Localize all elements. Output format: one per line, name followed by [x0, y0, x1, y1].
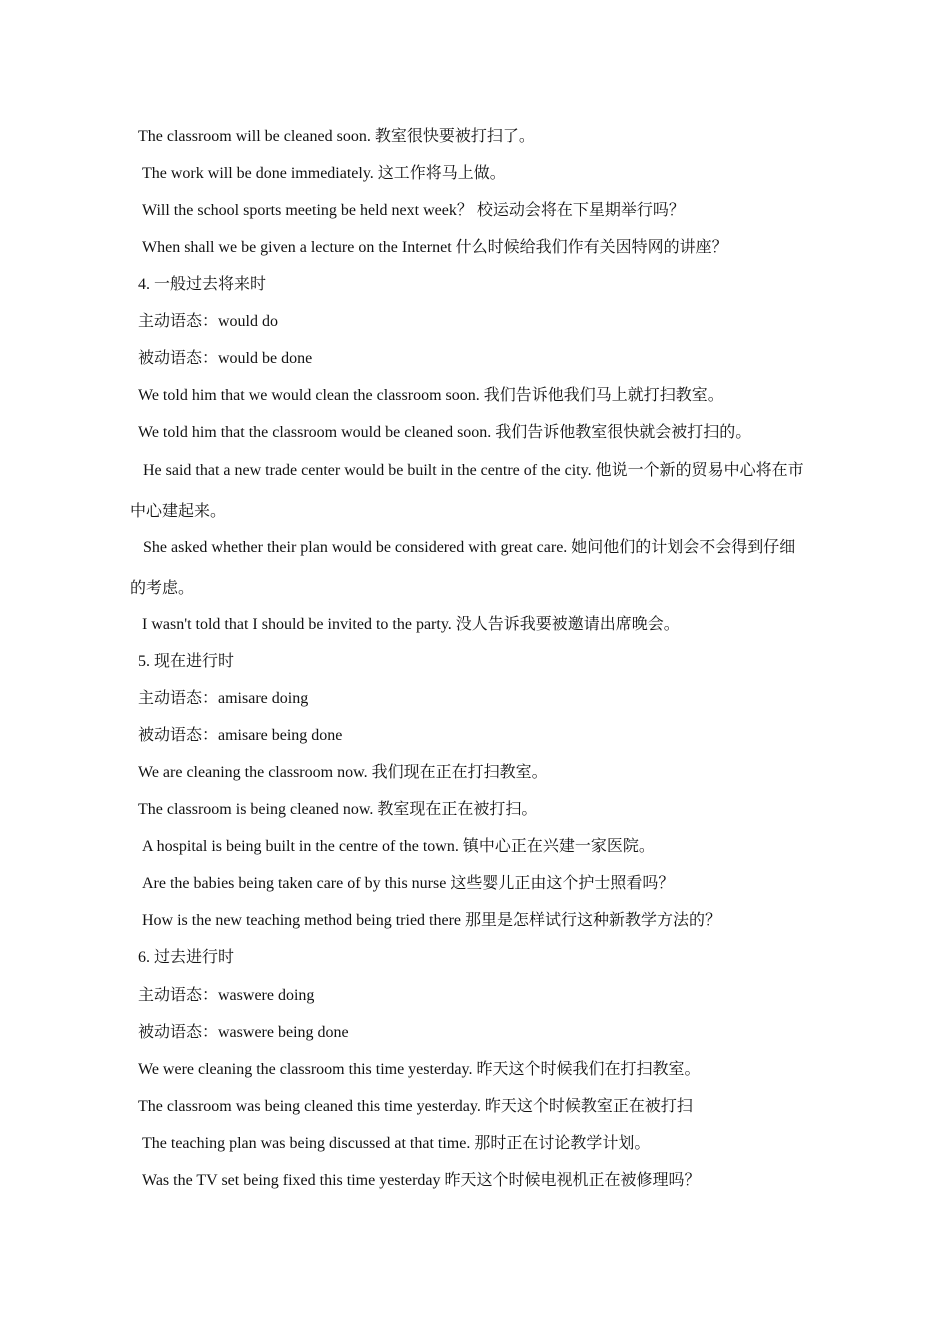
example-sentence: Will the school sports meeting be held next week？ 校运动会将在下星期举行吗？	[142, 202, 685, 219]
active-voice-form: 主动语态：amisare doing	[138, 690, 309, 707]
passive-voice-form: 被动语态：waswere being done	[138, 1024, 349, 1041]
example-sentence: A hospital is being built in the centre of the town. 镇中心正在兴建一家医院。	[142, 838, 655, 855]
example-sentence: I wasn't told that I should be invited to the party. 没人告诉我要被邀请出席晚会。	[142, 616, 680, 633]
example-sentence: How is the new teaching method being tried there 那里是怎样试行这种新教学方法的？	[142, 912, 722, 929]
active-voice-form: 主动语态：would do	[138, 313, 279, 330]
example-sentence: We told him that the classroom would be cleaned soon. 我们告诉他教室很快就会被打扫的。	[138, 424, 752, 441]
example-sentence: The teaching plan was being discussed at that time. 那时正在讨论教学计划。	[142, 1135, 651, 1152]
example-sentence: He said that a new trade center would be built in the centre of the city. 他说一个新的贸易中心将在市中心建起来。	[130, 462, 804, 520]
section-heading: 5. 现在进行时	[138, 653, 235, 670]
active-voice-form: 主动语态：waswere doing	[138, 987, 315, 1004]
example-sentence: We were cleaning the classroom this time yesterday. 昨天这个时候我们在打扫教室。	[138, 1061, 701, 1078]
section-heading: 4. 一般过去将来时	[138, 276, 267, 293]
passive-voice-form: 被动语态：would be done	[138, 350, 313, 367]
example-sentence: We told him that we would clean the classroom soon. 我们告诉他我们马上就打扫教室。	[138, 387, 724, 404]
example-sentence: The classroom will be cleaned soon. 教室很快要被打扫了。	[138, 128, 535, 145]
example-sentence: The classroom was being cleaned this time yesterday. 昨天这个时候教室正在被打扫	[138, 1098, 693, 1115]
example-sentence: When shall we be given a lecture on the Internet 什么时候给我们作有关因特网的讲座？	[142, 239, 728, 256]
example-sentence: Are the babies being taken care of by this nurse 这些婴儿正由这个护士照看吗？	[142, 875, 675, 892]
example-sentence: We are cleaning the classroom now. 我们现在正在打扫教室。	[138, 764, 548, 781]
example-sentence: Was the TV set being fixed this time yesterday 昨天这个时候电视机正在被修理吗？	[142, 1172, 701, 1189]
example-sentence: She asked whether their plan would be considered with great care. 她问他们的计划会不会得到仔细的考虑。	[130, 539, 796, 597]
passive-voice-form: 被动语态：amisare being done	[138, 727, 343, 744]
section-heading: 6. 过去进行时	[138, 949, 235, 966]
example-sentence: The classroom is being cleaned now. 教室现在正在被打扫。	[138, 801, 538, 818]
example-sentence: The work will be done immediately. 这工作将马上做。	[142, 165, 506, 182]
